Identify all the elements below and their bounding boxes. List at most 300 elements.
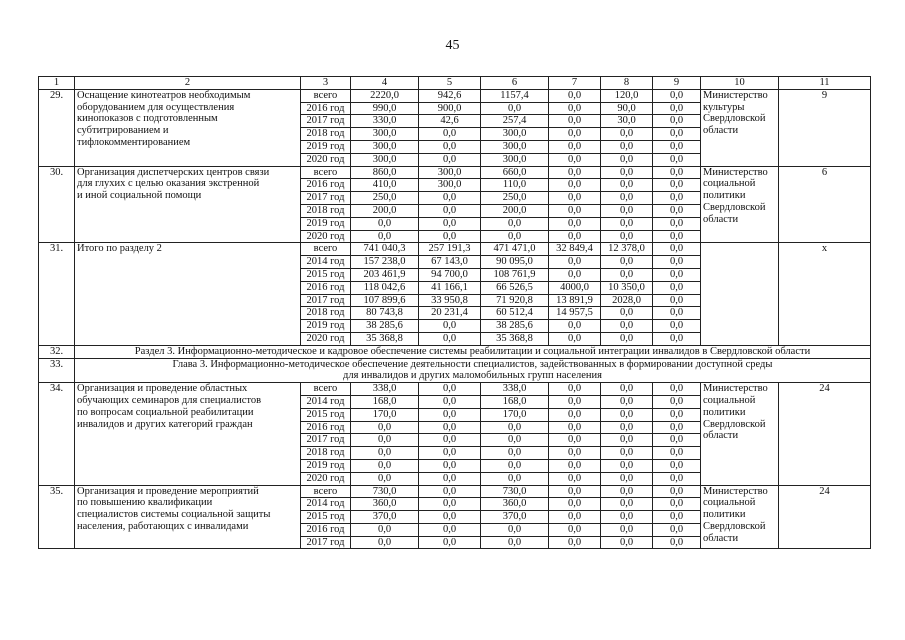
measure-description (75, 166, 301, 243)
amount-cell: 35 368,8 (481, 332, 549, 345)
description-line: и иной социальной помощи (77, 190, 202, 202)
column-header: 1 (39, 77, 75, 90)
amount-cell: 42,6 (419, 115, 481, 128)
amount-cell: 0,0 (419, 204, 481, 217)
amount-cell: 0,0 (549, 434, 601, 447)
amount-cell: 0,0 (351, 230, 419, 243)
amount-cell: 0,0 (549, 408, 601, 421)
target-indicator-ref: 24 (779, 485, 871, 549)
amount-cell: 338,0 (481, 383, 549, 396)
description-line: по вопросам социальной реабилитации (77, 406, 254, 418)
amount-cell: 2220,0 (351, 89, 419, 102)
amount-cell: 0,0 (549, 179, 601, 192)
amount-cell: 0,0 (419, 498, 481, 511)
amount-cell: 200,0 (351, 204, 419, 217)
amount-cell: 0,0 (419, 332, 481, 345)
amount-cell: 257,4 (481, 115, 549, 128)
amount-cell: 730,0 (481, 485, 549, 498)
amount-cell: 0,0 (549, 230, 601, 243)
description-line: тифлокомментированием (77, 136, 191, 148)
row-number: 35. (39, 485, 75, 549)
amount-cell: 0,0 (653, 498, 701, 511)
amount-cell: 80 743,8 (351, 307, 419, 320)
amount-cell: 0,0 (549, 140, 601, 153)
amount-cell: 20 231,4 (419, 307, 481, 320)
amount-cell: 0,0 (653, 307, 701, 320)
chapter-title-line: Глава 3. Информационно-методическое обеспечение деятельности специалистов, задействованных в формировании доступной среды (172, 358, 773, 370)
amount-cell: 0,0 (601, 320, 653, 333)
amount-cell: 0,0 (601, 217, 653, 230)
responsible-line: социальной (703, 178, 756, 190)
amount-cell: 118 042,6 (351, 281, 419, 294)
period-label: 2020 год (301, 230, 351, 243)
amount-cell: 110,0 (481, 179, 549, 192)
amount-cell: 0,0 (351, 434, 419, 447)
amount-cell: 0,0 (601, 395, 653, 408)
amount-cell: 170,0 (481, 408, 549, 421)
target-indicator-ref: 24 (779, 383, 871, 485)
amount-cell: 0,0 (419, 320, 481, 333)
period-label: 2016 год (301, 523, 351, 536)
amount-cell: 0,0 (601, 472, 653, 485)
responsible-line: социальной (703, 497, 756, 509)
amount-cell: 0,0 (419, 128, 481, 141)
measure-description (75, 383, 301, 485)
amount-cell: 0,0 (419, 395, 481, 408)
amount-cell: 0,0 (653, 256, 701, 269)
responsible-executor (701, 166, 779, 243)
amount-cell: 257 191,3 (419, 243, 481, 256)
period-label: 2015 год (301, 408, 351, 421)
amount-cell: 0,0 (653, 128, 701, 141)
amount-cell: 0,0 (481, 434, 549, 447)
period-label: 2018 год (301, 447, 351, 460)
amount-cell: 0,0 (653, 332, 701, 345)
amount-cell: 338,0 (351, 383, 419, 396)
amount-cell: 0,0 (549, 204, 601, 217)
column-header: 11 (779, 77, 871, 90)
amount-cell: 0,0 (351, 472, 419, 485)
amount-cell: 10 350,0 (601, 281, 653, 294)
description-line: специалистов системы социальной защиты (77, 509, 271, 521)
responsible-line: области (703, 125, 739, 137)
amount-cell: 108 761,9 (481, 268, 549, 281)
amount-cell: 0,0 (549, 421, 601, 434)
amount-cell: 0,0 (601, 536, 653, 549)
period-label: 2014 год (301, 256, 351, 269)
amount-cell: 0,0 (653, 166, 701, 179)
amount-cell: 0,0 (653, 268, 701, 281)
amount-cell: 0,0 (481, 102, 549, 115)
responsible-line: политики (703, 190, 746, 202)
amount-cell: 0,0 (653, 421, 701, 434)
amount-cell: 0,0 (653, 89, 701, 102)
period-label: 2018 год (301, 128, 351, 141)
period-label: 2019 год (301, 140, 351, 153)
amount-cell: 0,0 (419, 153, 481, 166)
period-label: 2017 год (301, 536, 351, 549)
amount-cell: 0,0 (653, 383, 701, 396)
amount-cell: 38 285,6 (351, 320, 419, 333)
amount-cell: 0,0 (419, 523, 481, 536)
amount-cell: 0,0 (601, 128, 653, 141)
amount-cell: 0,0 (419, 383, 481, 396)
amount-cell: 0,0 (601, 485, 653, 498)
amount-cell: 0,0 (653, 140, 701, 153)
amount-cell: 0,0 (549, 536, 601, 549)
amount-cell: 0,0 (481, 447, 549, 460)
amount-cell: 0,0 (419, 472, 481, 485)
amount-cell: 0,0 (653, 179, 701, 192)
amount-cell: 370,0 (481, 511, 549, 524)
period-label: 2018 год (301, 307, 351, 320)
description-line: по повышению квалификации (77, 497, 213, 509)
amount-cell: 0,0 (653, 192, 701, 205)
amount-cell: 860,0 (351, 166, 419, 179)
amount-cell: 0,0 (653, 408, 701, 421)
period-label: 2020 год (301, 332, 351, 345)
amount-cell: 0,0 (653, 243, 701, 256)
amount-cell: 94 700,0 (419, 268, 481, 281)
amount-cell: 990,0 (351, 102, 419, 115)
amount-cell: 0,0 (351, 523, 419, 536)
amount-cell: 0,0 (601, 268, 653, 281)
amount-cell: 410,0 (351, 179, 419, 192)
amount-cell: 0,0 (653, 102, 701, 115)
column-header: 2 (75, 77, 301, 90)
amount-cell: 0,0 (549, 166, 601, 179)
amount-cell: 330,0 (351, 115, 419, 128)
amount-cell: 30,0 (601, 115, 653, 128)
target-indicator-ref: 6 (779, 166, 871, 243)
amount-cell: 0,0 (601, 179, 653, 192)
amount-cell: 66 526,5 (481, 281, 549, 294)
target-indicator-ref: 9 (779, 89, 871, 166)
amount-cell: 0,0 (549, 511, 601, 524)
row-number: 34. (39, 383, 75, 485)
amount-cell: 203 461,9 (351, 268, 419, 281)
amount-cell: 14 957,5 (549, 307, 601, 320)
amount-cell: 32 849,4 (549, 243, 601, 256)
responsible-line: Министерство (703, 485, 768, 497)
amount-cell: 157 238,0 (351, 256, 419, 269)
amount-cell: 0,0 (549, 153, 601, 166)
period-label: 2020 год (301, 153, 351, 166)
responsible-line: Министерство (703, 166, 768, 178)
amount-cell: 0,0 (549, 102, 601, 115)
column-header: 5 (419, 77, 481, 90)
amount-cell: 200,0 (481, 204, 549, 217)
amount-cell: 0,0 (549, 89, 601, 102)
table-row (39, 166, 871, 179)
column-header: 6 (481, 77, 549, 90)
amount-cell: 0,0 (481, 523, 549, 536)
amount-cell: 300,0 (351, 140, 419, 153)
amount-cell: 300,0 (351, 128, 419, 141)
description-line: оборудованием для осуществления (77, 101, 235, 113)
column-header-row (39, 77, 871, 90)
amount-cell: 0,0 (481, 230, 549, 243)
measure-description (75, 89, 301, 166)
amount-cell: 12 378,0 (601, 243, 653, 256)
amount-cell: 0,0 (653, 230, 701, 243)
column-header: 3 (301, 77, 351, 90)
amount-cell: 0,0 (481, 459, 549, 472)
amount-cell: 0,0 (653, 511, 701, 524)
responsible-line: области (703, 532, 739, 544)
amount-cell: 0,0 (601, 498, 653, 511)
period-label: 2014 год (301, 395, 351, 408)
amount-cell: 0,0 (653, 472, 701, 485)
measure-description (75, 243, 301, 345)
period-label: 2017 год (301, 192, 351, 205)
chapter-title-line: для инвалидов и других маломобильных групп населения (343, 370, 602, 382)
period-label: 2016 год (301, 179, 351, 192)
amount-cell: 0,0 (601, 459, 653, 472)
amount-cell: 471 471,0 (481, 243, 549, 256)
amount-cell: 0,0 (653, 459, 701, 472)
amount-cell: 35 368,8 (351, 332, 419, 345)
amount-cell: 942,6 (419, 89, 481, 102)
amount-cell: 41 166,1 (419, 281, 481, 294)
period-label: 2016 год (301, 102, 351, 115)
period-label: 2017 год (301, 434, 351, 447)
amount-cell: 360,0 (351, 498, 419, 511)
amount-cell: 0,0 (601, 332, 653, 345)
description-line: Организация и проведение мероприятий (77, 485, 259, 497)
period-label: 2018 год (301, 204, 351, 217)
row-number: 33. (39, 358, 75, 383)
responsible-line: политики (703, 406, 746, 418)
amount-cell: 0,0 (601, 166, 653, 179)
amount-cell: 370,0 (351, 511, 419, 524)
amount-cell: 0,0 (549, 383, 601, 396)
responsible-line: Министерство (703, 383, 768, 395)
period-label: 2016 год (301, 421, 351, 434)
period-label: 2014 год (301, 498, 351, 511)
description-line: населения, работающих с инвалидами (77, 520, 249, 532)
amount-cell: 120,0 (601, 89, 653, 102)
table-row (39, 383, 871, 396)
amount-cell: 0,0 (549, 459, 601, 472)
amount-cell: 0,0 (419, 511, 481, 524)
amount-cell: 0,0 (601, 383, 653, 396)
amount-cell: 0,0 (419, 192, 481, 205)
amount-cell: 0,0 (653, 523, 701, 536)
description-line: Организация и проведение областных (77, 383, 248, 395)
amount-cell: 0,0 (549, 128, 601, 141)
measure-description (75, 485, 301, 549)
amount-cell: 0,0 (549, 268, 601, 281)
column-header: 8 (601, 77, 653, 90)
amount-cell: 0,0 (351, 459, 419, 472)
amount-cell: 0,0 (601, 192, 653, 205)
column-header: 4 (351, 77, 419, 90)
amount-cell: 0,0 (419, 434, 481, 447)
responsible-executor (701, 243, 779, 345)
amount-cell: 0,0 (601, 256, 653, 269)
amount-cell: 33 950,8 (419, 294, 481, 307)
amount-cell: 0,0 (549, 332, 601, 345)
responsible-line: социальной (703, 394, 756, 406)
table-row (39, 243, 871, 256)
responsible-executor (701, 383, 779, 485)
column-header: 10 (701, 77, 779, 90)
amount-cell: 0,0 (419, 447, 481, 460)
period-label: 2017 год (301, 294, 351, 307)
amount-cell: 0,0 (351, 217, 419, 230)
amount-cell: 4000,0 (549, 281, 601, 294)
amount-cell: 0,0 (601, 140, 653, 153)
amount-cell: 0,0 (653, 447, 701, 460)
row-number: 30. (39, 166, 75, 243)
description-line: Оснащение кинотеатров необходимым (77, 89, 251, 101)
amount-cell: 0,0 (549, 523, 601, 536)
amount-cell: 0,0 (653, 217, 701, 230)
amount-cell: 250,0 (481, 192, 549, 205)
responsible-line: Свердловской (703, 113, 766, 125)
amount-cell: 0,0 (653, 153, 701, 166)
responsible-executor (701, 485, 779, 549)
description-line: кинопоказов с подготовленным (77, 113, 218, 125)
period-label: всего (301, 89, 351, 102)
period-label: 2017 год (301, 115, 351, 128)
amount-cell: 60 512,4 (481, 307, 549, 320)
amount-cell: 0,0 (653, 204, 701, 217)
amount-cell: 0,0 (481, 217, 549, 230)
period-label: 2019 год (301, 459, 351, 472)
period-label: всего (301, 166, 351, 179)
amount-cell: 2028,0 (601, 294, 653, 307)
amount-cell: 0,0 (601, 307, 653, 320)
amount-cell: 730,0 (351, 485, 419, 498)
amount-cell: 0,0 (601, 153, 653, 166)
amount-cell: 38 285,6 (481, 320, 549, 333)
amount-cell: 0,0 (549, 472, 601, 485)
column-header: 9 (653, 77, 701, 90)
description-line: инвалидов и других категорий граждан (77, 418, 253, 430)
amount-cell: 0,0 (601, 511, 653, 524)
amount-cell: 0,0 (419, 140, 481, 153)
period-label: 2015 год (301, 511, 351, 524)
amount-cell: 660,0 (481, 166, 549, 179)
amount-cell: 0,0 (481, 472, 549, 485)
amount-cell: 0,0 (653, 320, 701, 333)
amount-cell: 0,0 (419, 536, 481, 549)
amount-cell: 67 143,0 (419, 256, 481, 269)
amount-cell: 741 040,3 (351, 243, 419, 256)
amount-cell: 0,0 (549, 395, 601, 408)
amount-cell: 0,0 (481, 421, 549, 434)
amount-cell: 0,0 (601, 523, 653, 536)
table-row (39, 485, 871, 498)
amount-cell: 0,0 (653, 294, 701, 307)
responsible-line: области (703, 430, 739, 442)
amount-cell: 900,0 (419, 102, 481, 115)
amount-cell: 0,0 (419, 421, 481, 434)
amount-cell: 168,0 (351, 395, 419, 408)
period-label: всего (301, 485, 351, 498)
amount-cell: 0,0 (549, 320, 601, 333)
amount-cell: 0,0 (419, 408, 481, 421)
amount-cell: 0,0 (419, 217, 481, 230)
amount-cell: 300,0 (419, 166, 481, 179)
responsible-line: Свердловской (703, 520, 766, 532)
amount-cell: 0,0 (351, 421, 419, 434)
responsible-line: культуры (703, 101, 745, 113)
period-label: всего (301, 243, 351, 256)
target-indicator-ref: х (779, 243, 871, 345)
description-line: Организация диспетчерских центров связи (77, 166, 270, 178)
amount-cell: 170,0 (351, 408, 419, 421)
amount-cell: 0,0 (601, 434, 653, 447)
description-line: обучающих семинаров для специалистов (77, 394, 262, 406)
amount-cell: 0,0 (351, 447, 419, 460)
amount-cell: 90,0 (601, 102, 653, 115)
amount-cell: 300,0 (351, 153, 419, 166)
period-label: 2020 год (301, 472, 351, 485)
responsible-line: Свердловской (703, 201, 766, 213)
period-label: 2016 год (301, 281, 351, 294)
amount-cell: 0,0 (419, 230, 481, 243)
period-label: всего (301, 383, 351, 396)
amount-cell: 0,0 (419, 485, 481, 498)
row-number: 29. (39, 89, 75, 166)
row-number: 31. (39, 243, 75, 345)
budget-table (38, 76, 871, 549)
amount-cell: 0,0 (351, 536, 419, 549)
amount-cell: 300,0 (419, 179, 481, 192)
amount-cell: 0,0 (549, 217, 601, 230)
amount-cell: 1157,4 (481, 89, 549, 102)
amount-cell: 0,0 (601, 447, 653, 460)
chapter-title (75, 358, 871, 383)
amount-cell: 107 899,6 (351, 294, 419, 307)
amount-cell: 13 891,9 (549, 294, 601, 307)
period-label: 2019 год (301, 320, 351, 333)
amount-cell: 0,0 (549, 115, 601, 128)
amount-cell: 0,0 (653, 536, 701, 549)
amount-cell: 0,0 (419, 459, 481, 472)
section-row (39, 345, 871, 358)
description-line: для глухих с целью оказания экстренной (77, 178, 260, 190)
amount-cell: 90 095,0 (481, 256, 549, 269)
amount-cell: 300,0 (481, 153, 549, 166)
period-label: 2019 год (301, 217, 351, 230)
responsible-line: области (703, 213, 739, 225)
amount-cell: 0,0 (549, 498, 601, 511)
amount-cell: 0,0 (653, 281, 701, 294)
amount-cell: 0,0 (549, 192, 601, 205)
page-number: 45 (445, 38, 460, 53)
amount-cell: 71 920,8 (481, 294, 549, 307)
amount-cell: 0,0 (653, 485, 701, 498)
chapter-row (39, 358, 871, 383)
amount-cell: 250,0 (351, 192, 419, 205)
responsible-line: политики (703, 509, 746, 521)
responsible-line: Министерство (703, 89, 768, 101)
description-line: Итого по разделу 2 (77, 243, 162, 255)
amount-cell: 0,0 (601, 204, 653, 217)
row-number: 32. (39, 345, 75, 358)
period-label: 2015 год (301, 268, 351, 281)
amount-cell: 0,0 (549, 447, 601, 460)
amount-cell: 0,0 (601, 421, 653, 434)
column-header: 7 (549, 77, 601, 90)
amount-cell: 0,0 (481, 536, 549, 549)
amount-cell: 168,0 (481, 395, 549, 408)
amount-cell: 300,0 (481, 128, 549, 141)
